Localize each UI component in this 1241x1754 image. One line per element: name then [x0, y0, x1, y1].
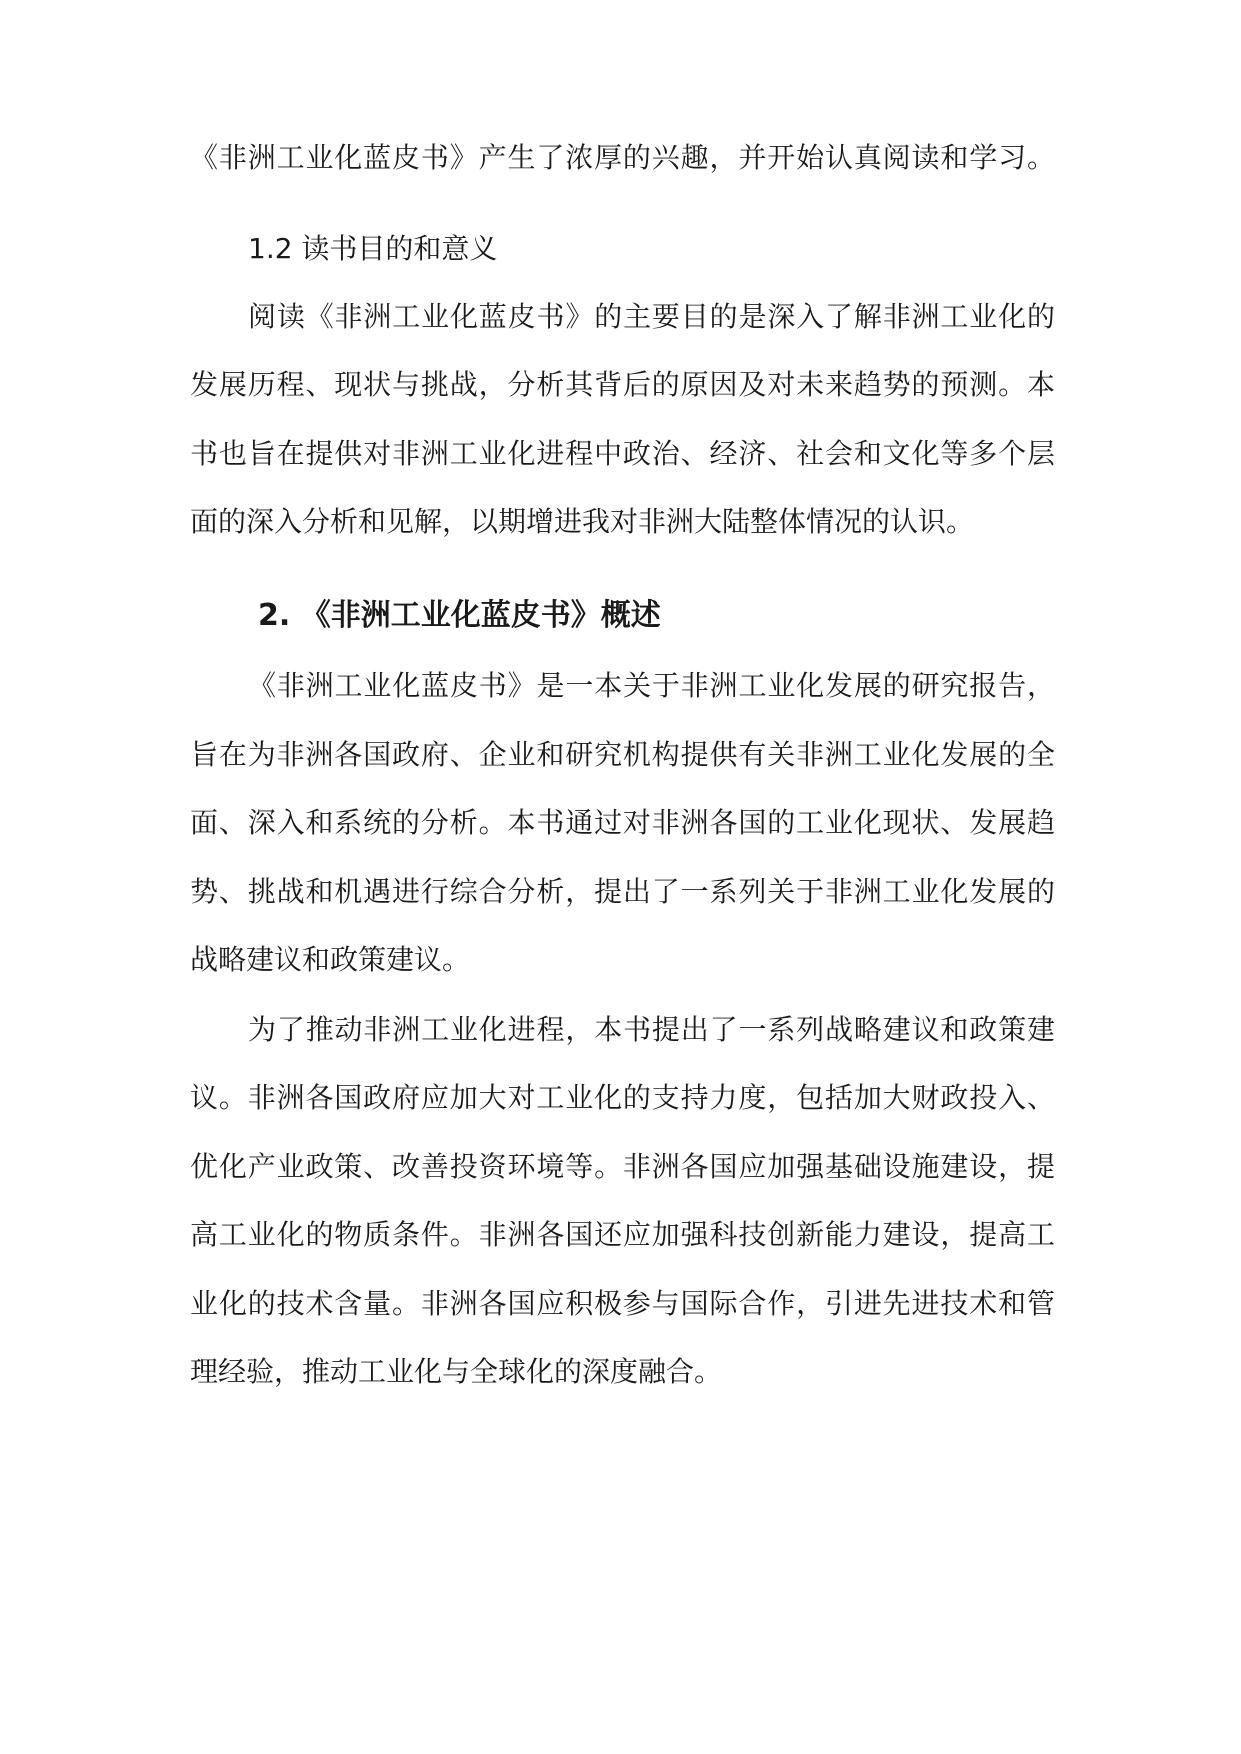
paragraph-line: 理经验，推动工业化与全球化的深度融合。 — [190, 1355, 723, 1388]
section-1-2-heading: 1.2 读书目的和意义 — [248, 232, 498, 265]
intro-line: 《非洲工业化蓝皮书》产生了浓厚的兴趣，并开始认真阅读和学习。 — [190, 141, 1055, 174]
section-2-heading: 2. 《非洲工业化蓝皮书》概述 — [258, 598, 661, 633]
paragraph-line: 战略建议和政策建议。 — [190, 943, 471, 976]
paragraph-line: 优化产业政策、改善投资环境等。非洲各国应加强基础设施建设，提 — [190, 1150, 1055, 1183]
paragraph-line: 为了推动非洲工业化进程，本书提出了一系列战略建议和政策建 — [248, 1013, 1055, 1046]
paragraph-line: 发展历程、现状与挑战，分析其背后的原因及对未来趋势的预测。本 — [190, 368, 1055, 401]
paragraph-line: 势、挑战和机遇进行综合分析，提出了一系列关于非洲工业化发展的 — [190, 875, 1055, 908]
paragraph-line: 面的深入分析和见解，以期增进我对非洲大陆整体情况的认识。 — [190, 505, 975, 538]
paragraph-line: 议。非洲各国政府应加大对工业化的支持力度，包括加大财政投入、 — [190, 1081, 1055, 1114]
paragraph-line: 旨在为非洲各国政府、企业和研究机构提供有关非洲工业化发展的全 — [190, 738, 1055, 771]
paragraph-line: 业化的技术含量。非洲各国应积极参与国际合作，引进先进技术和管 — [190, 1287, 1055, 1320]
paragraph-line: 《非洲工业化蓝皮书》是一本关于非洲工业化发展的研究报告， — [248, 669, 1055, 702]
paragraph-line: 高工业化的物质条件。非洲各国还应加强科技创新能力建设，提高工 — [190, 1218, 1055, 1251]
paragraph-line: 书也旨在提供对非洲工业化进程中政治、经济、社会和文化等多个层 — [190, 437, 1055, 470]
paragraph-line: 面、深入和系统的分析。本书通过对非洲各国的工业化现状、发展趋 — [190, 806, 1055, 839]
paragraph-line: 阅读《非洲工业化蓝皮书》的主要目的是深入了解非洲工业化的 — [248, 300, 1055, 333]
